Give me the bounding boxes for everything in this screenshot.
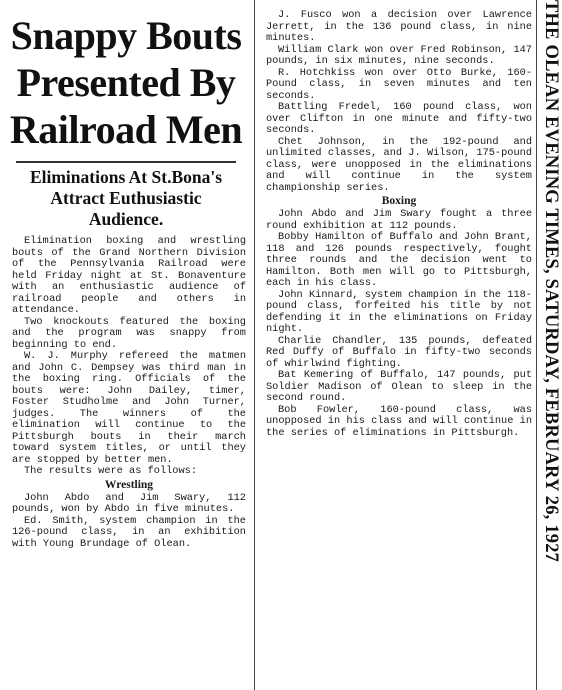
column-rule-left: [254, 0, 255, 690]
column-rule-right: [536, 0, 537, 690]
headline-line-2: Presented By: [16, 60, 236, 105]
headline-line-1: Snappy Bouts: [10, 13, 242, 58]
headline: [0, 12, 252, 153]
result-item: Ed. Smith, system champion in the 126-pound class, in an exhibition with Young Brundage of Olean.: [12, 514, 246, 550]
result-item: J. Fusco won a decision over Lawrence Jerrett, in the 136 pound class, in nine minutes.: [266, 9, 532, 44]
paragraph: W. J. Murphy refereed the matmen and John C. Dempsey was third man in the boxing ring. Officials of the bouts were: John Dailey, timer, Foster Studholme and John Turner, judges. The winners of the elimination will continue to the Pittsburgh bouts in their march toward system titles, or until they are stopped by better men.: [12, 350, 246, 466]
subheadline-line-2: Attract Euthusiastic: [50, 188, 202, 208]
subheadline-line-3: Audience.: [88, 209, 164, 229]
subheadline-line-1: Eliminations At St.Bona's: [29, 167, 223, 187]
result-item: Bobby Hamilton of Buffalo and John Brant, 118 and 126 pounds respectively, fought three rounds and the decision went to Hamilton. Both men will go to Pittsburgh, each in his class.: [266, 231, 532, 289]
headline-divider: [16, 161, 236, 163]
paragraph: The results were as follows:: [24, 465, 198, 477]
headline-line-3: Railroad Men: [9, 107, 243, 152]
result-item: John Kinnard, system champion in the 118-pound class, forfeited his title by not defending it in the eliminations on Friday night.: [266, 288, 532, 335]
section-heading-boxing: Boxing: [381, 195, 417, 207]
result-item: Bob Fowler, 160-pound class, was unopposed in his class and will continue in the series of eliminations in Pittsburgh.: [266, 403, 532, 439]
result-item: Charlie Chandler, 135 pounds, defeated Red Duffy of Buffalo in fifty-two seconds of whirlwind fighting.: [266, 334, 532, 370]
result-item: Chet Johnson, in the 192-pound and unlimited classes, and J. Wilson, 175-pound class, were unopposed in the eliminations and will continue in the system championship series.: [266, 135, 532, 194]
article-body-right: [266, 10, 532, 439]
result-item: William Clark won over Fred Robinson, 147 pounds, in six minutes, nine seconds.: [266, 43, 532, 67]
subheadline: [4, 167, 248, 230]
left-column: [0, 0, 252, 550]
masthead-strip: [538, 0, 562, 690]
section-heading-wrestling: Wrestling: [104, 478, 154, 491]
paragraph: Two knockouts featured the boxing and the program was snappy from beginning to end.: [12, 315, 246, 351]
article-body-left: [12, 236, 246, 550]
result-item: R. Hotchkiss won over Otto Burke, 160-Pound class, in seven minutes and ten seconds.: [266, 66, 532, 102]
masthead-text: THE OLEAN EVENING TIMES, SATURDAY, FEBRUARY 26, 1927: [541, 0, 561, 563]
result-item: Battling Fredel, 160 pound class, won over Clifton in one minute and fifty-two seconds.: [266, 101, 532, 136]
result-item: John Abdo and Jim Swary fought a three round exhibition at 112 pounds.: [266, 208, 532, 232]
right-column: [260, 0, 536, 439]
paragraph: Elimination boxing and wrestling bouts of the Grand Northern Division of the Pennsylvania Railroad were held Friday night at St. Bonaventure with an enthusiastic audience of railroad people and others in attendance.: [12, 235, 246, 316]
result-item: John Abdo and Jim Swary, 112 pounds, won by Abdo in five minutes.: [12, 491, 246, 515]
result-item: Bat Kemering of Buffalo, 147 pounds, put Soldier Madison of Olean to sleep in the second round.: [266, 369, 532, 404]
